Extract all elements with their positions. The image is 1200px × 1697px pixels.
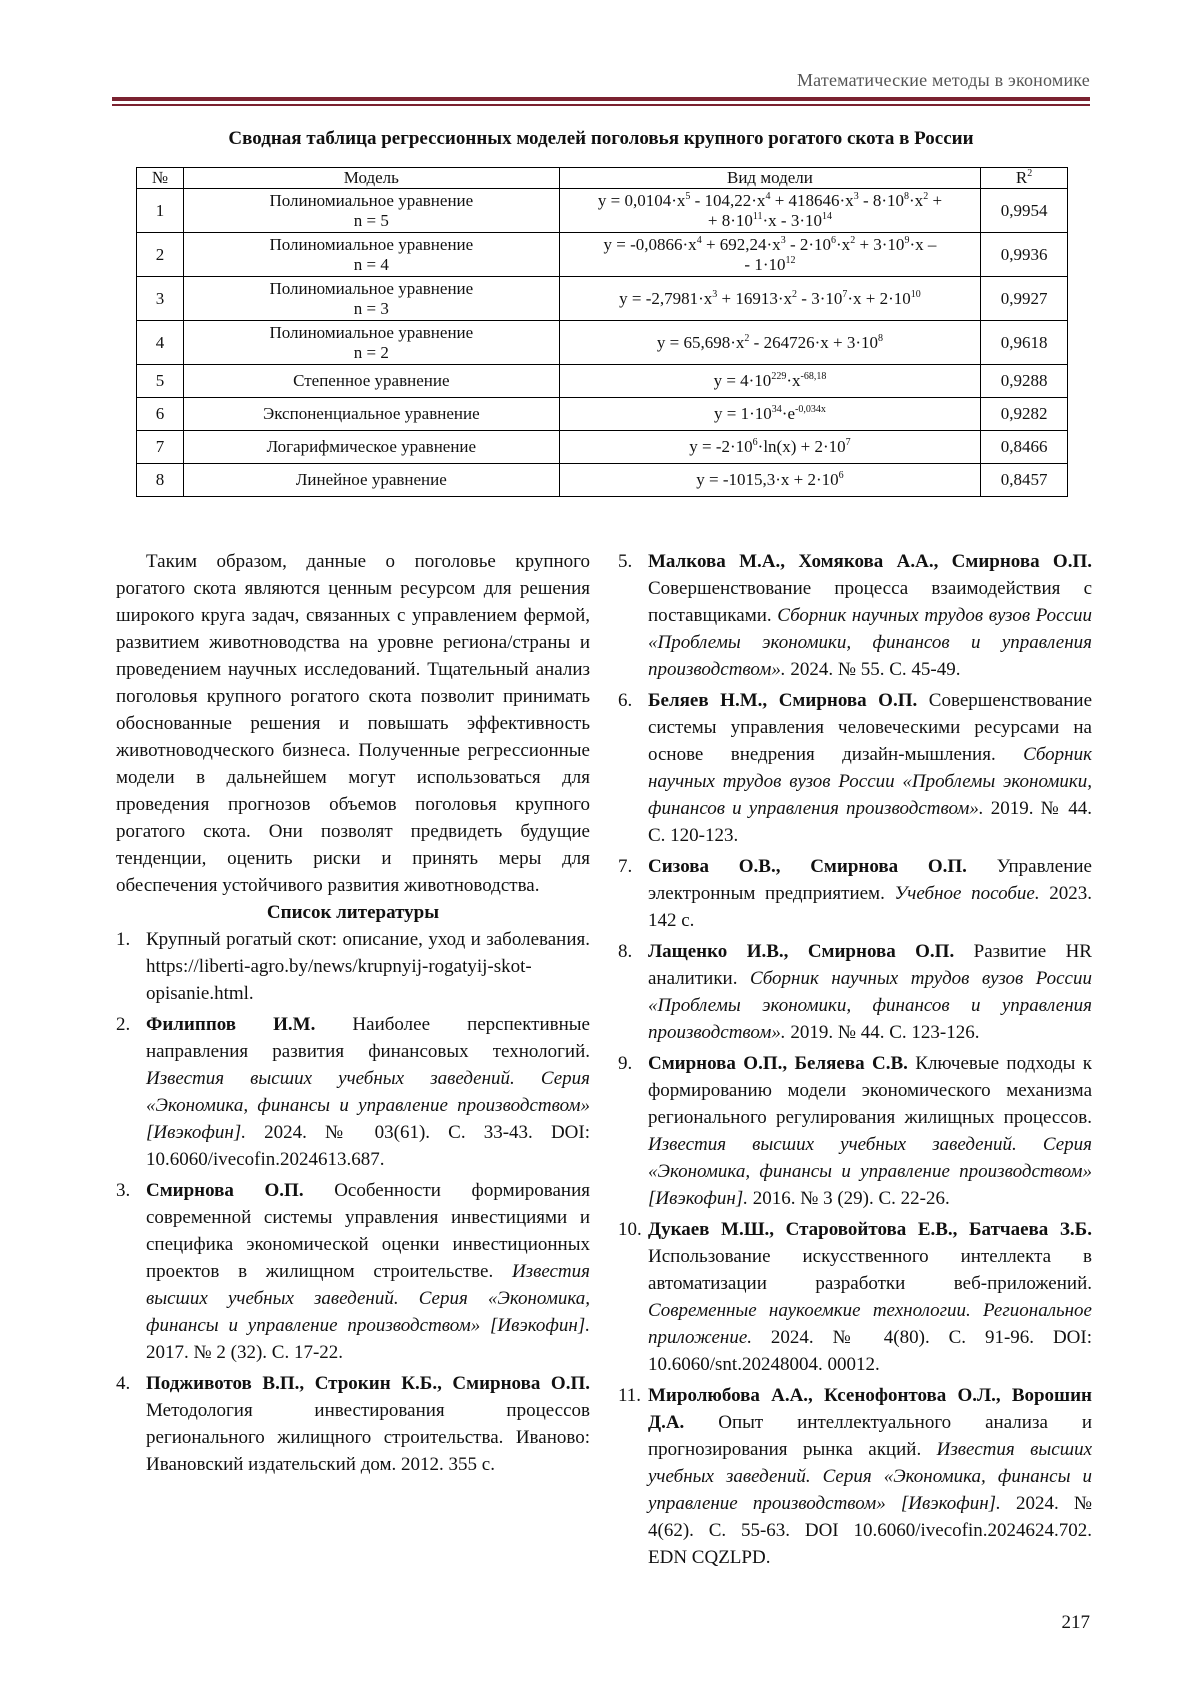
reference-item: 1. Крупный рогатый скот: описание, уход и заболевания. https://liberti-agro.by/news/krupnyij-rogatyij-skot-opisanie.html.	[116, 929, 590, 1004]
cell-num: 2	[137, 233, 184, 277]
table-row	[137, 277, 1068, 321]
cell-model: Экспоненциальное уравнение	[183, 398, 559, 431]
cell-r2: 0,9288	[981, 365, 1068, 398]
cell-model: Полиномиальное уравнение n = 2	[183, 321, 559, 365]
header-r2: $R^2$	[981, 168, 1068, 189]
cell-model: Линейное уравнение	[183, 464, 559, 497]
cell-r2: 0,9936	[981, 233, 1068, 277]
cell-model: Полиномиальное уравнение n = 5	[183, 189, 559, 233]
table-row	[137, 321, 1068, 365]
table-row	[137, 431, 1068, 464]
cell-model: Логарифмическое уравнение	[183, 431, 559, 464]
cell-num: 3	[137, 277, 184, 321]
header-form: Вид модели	[559, 168, 980, 189]
cell-num: 7	[137, 431, 184, 464]
running-title: Математические методы в экономике	[796, 70, 1090, 90]
reference-item: 11. Миролюбова А.А., Ксенофонтова О.Л., Ворошин Д.А. Опыт интеллектуального анализа и прогнозирования рынка акций. Известия высших учебных заведений. Серия «Экономика, финансы и управление производством» [Ивэкофин]. 2024. № 4(62). С. 55-63. DOI 10.6060/ivecofin.2024624.702. EDN CQZLPD.	[618, 1385, 1092, 1568]
cell-formula: $y = 65,698\cdot x^2 - 264726\cdot x + 3\cdot 10^8$	[559, 321, 980, 365]
cell-formula: $y = -0,0866\cdot x^4 + 692,24\cdot x^3 - 2\cdot 10^6\cdot x^2 + 3\cdot 10^9\cdot x$ – - $1\cdot 10^{12}$	[559, 233, 980, 277]
header-rule-thick	[112, 97, 1090, 101]
conclusion-paragraph: Таким образом, данные о поголовье крупного рогатого скота являются ценным ресурсом для решения широкого круга задач, связанных с управлением фермой, развитием животноводства на уровне региона/страны и проведением научных исследований. Тщательный анализ поголовья крупного рогатого скота позволит принимать обоснованные решения и повышать эффективность животноводческого бизнеса. Полученные регрессионные модели в дальнейшем могут использоваться для проведения прогнозов объемов поголовья крупного рогатого скота. Они позволят предвидеть будущие тенденции, оценить риски и принять меры для обеспечения устойчивого развития животноводства.	[116, 551, 590, 896]
header-num: №	[137, 168, 184, 189]
table-row	[137, 365, 1068, 398]
cell-r2: 0,8457	[981, 464, 1068, 497]
reference-list-right	[618, 548, 1092, 1571]
cell-formula: $y = 0,0104\cdot x^5 - 104,22\cdot x^4 + 418646\cdot x^3 - 8\cdot 10^8\cdot x^2$ + + $8\cdot 10^{11}\cdot x - 3\cdot 10^{14}$	[559, 189, 980, 233]
reference-item: 10. Дукаев М.Ш., Старовойтова Е.В., Батчаева З.Б. Использование искусственного интеллекта в автоматизации разработки веб-приложений. Современные наукоемкие технологии. Региональное приложение. 2024. № 4(80). С. 91-96. DOI: 10.6060/snt.20248004. 00012.	[618, 1219, 1092, 1375]
reference-item: 3. Смирнова О.П. Особенности формирования современной системы управления инвестициями и специфика экономической оценки инвестиционных проектов в жилищном строительстве. Известия высших учебных заведений. Серия «Экономика, финансы и управление производством» [Ивэкофин]. 2017. № 2 (32). С. 17-22.	[116, 1180, 590, 1363]
table-row	[137, 464, 1068, 497]
reference-item: 8. Лащенко И.В., Смирнова О.П. Развитие HR аналитики. Сборник научных трудов вузов России «Проблемы экономики, финансов и управления производством». 2019. № 44. С. 123-126.	[618, 941, 1092, 1043]
table-title: Сводная таблица регрессионных моделей поголовья крупного рогатого скота в России	[228, 128, 974, 149]
cell-model: Полиномиальное уравнение n = 4	[183, 233, 559, 277]
cell-r2: 0,8466	[981, 431, 1068, 464]
cell-formula: $y = 1\cdot 10^{34}\cdot e^{-0,034x}$	[559, 398, 980, 431]
header-rule-thin	[112, 104, 1090, 106]
cell-r2: 0,9927	[981, 277, 1068, 321]
cell-r2: 0,9618	[981, 321, 1068, 365]
cell-num: 1	[137, 189, 184, 233]
reference-item: 9. Смирнова О.П., Беляева С.В. Ключевые подходы к формированию модели экономического механизма регионального регулирования жилищных процессов. Известия высших учебных заведений. Серия «Экономика, финансы и управление производством» [Ивэкофин]. 2016. № 3 (29). С. 22-26.	[618, 1053, 1092, 1209]
cell-formula: $y = -2\cdot 10^6\cdot\ln(x) + 2\cdot 10^7$	[559, 431, 980, 464]
reference-item: 7. Сизова О.В., Смирнова О.П. Управление электронным предприятием. Учебное пособие. 2023. 142 с.	[618, 856, 1093, 931]
references-heading: Список литературы	[266, 902, 440, 923]
reference-item: 4. Подживотов В.П., Строкин К.Б., Смирнова О.П. Методология инвестирования процессов регионального жилищного строительства. Иваново: Ивановский издательский дом. 2012. 355 с.	[116, 1373, 590, 1475]
table-row	[137, 398, 1068, 431]
cell-r2: 0,9954	[981, 189, 1068, 233]
regression-table	[136, 167, 1068, 497]
cell-formula: $y = -2,7981\cdot x^3 + 16913\cdot x^2 - 3\cdot 10^7\cdot x + 2\cdot 10^{10}$	[559, 277, 980, 321]
cell-model: Степенное уравнение	[183, 365, 559, 398]
right-column	[618, 548, 1092, 1575]
reference-item: 5. Малкова М.А., Хомякова А.А., Смирнова О.П. Совершенствование процесса взаимодействия с поставщиками. Сборник научных трудов вузов России «Проблемы экономики, финансов и управления производством». 2024. № 55. С. 45-49.	[618, 551, 1092, 680]
cell-num: 5	[137, 365, 184, 398]
table-row	[137, 189, 1068, 233]
table-header-row	[137, 168, 1068, 189]
cell-num: 8	[137, 464, 184, 497]
header-model: Модель	[183, 168, 559, 189]
table-row	[137, 233, 1068, 277]
cell-model: Полиномиальное уравнение n = 3	[183, 277, 559, 321]
cell-formula: $y = -1015,3\cdot x + 2\cdot 10^6$	[559, 464, 980, 497]
cell-num: 6	[137, 398, 184, 431]
reference-list-left	[116, 926, 590, 1478]
reference-item: 2. Филиппов И.М. Наиболее перспективные направления развития финансовых технологий. Известия высших учебных заведений. Серия «Экономика, финансы и управление производством» [Ивэкофин]. 2024. № 03(61). С. 33-43. DOI: 10.6060/ivecofin.2024613.687.	[116, 1014, 590, 1170]
cell-r2: 0,9282	[981, 398, 1068, 431]
left-column	[116, 548, 590, 1482]
cell-formula: $y = 4\cdot 10^{229}\cdot x^{-68,18}$	[559, 365, 980, 398]
reference-item: 6. Беляев Н.М., Смирнова О.П. Совершенствование системы управления человеческими ресурсами на основе внедрения дизайн-мышления. Сборник научных трудов вузов России «Проблемы экономики, финансов и управления производством». 2019. № 44. С. 120-123.	[618, 690, 1093, 846]
page-number: 217	[1061, 1612, 1090, 1633]
cell-num: 4	[137, 321, 184, 365]
